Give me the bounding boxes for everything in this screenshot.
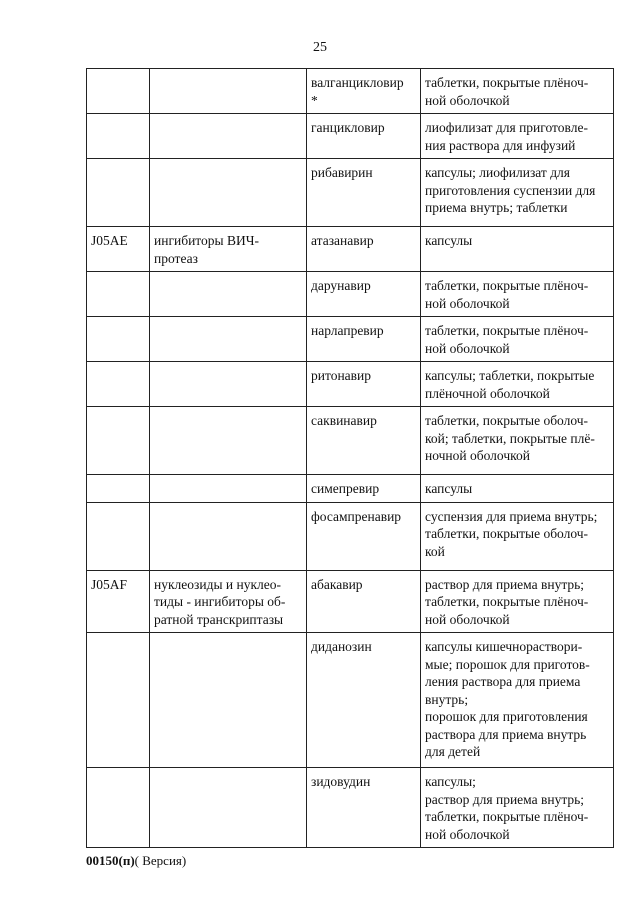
- footer-code: 00150(п): [86, 853, 135, 868]
- page-number: 25: [313, 40, 327, 55]
- atc-code-cell: [87, 768, 150, 848]
- group-name-cell: [150, 159, 307, 227]
- table-row: [87, 114, 614, 159]
- drug-name-cell: атазанавир: [307, 227, 421, 272]
- atc-code-cell: J05AE: [87, 227, 150, 272]
- table-row: [87, 227, 614, 272]
- drug-name-cell: ганцикловир: [307, 114, 421, 159]
- atc-code-cell: [87, 159, 150, 227]
- dosage-form-cell: капсулы; раствор для приема внутрь; таблетки, покрытые плёноч- ной оболочкой: [421, 768, 614, 848]
- drug-name-cell: симепревир: [307, 475, 421, 503]
- group-name-cell: [150, 69, 307, 114]
- atc-code-cell: J05AF: [87, 570, 150, 633]
- table-body: [87, 69, 614, 848]
- atc-code-cell: [87, 475, 150, 503]
- atc-code-cell: [87, 69, 150, 114]
- group-name-cell: нуклеозиды и нуклео- тиды - ингибиторы об- ратной транскриптазы: [150, 570, 307, 633]
- group-name-cell: ингибиторы ВИЧ- протеаз: [150, 227, 307, 272]
- group-name-cell: [150, 475, 307, 503]
- atc-code-cell: [87, 272, 150, 317]
- atc-code-cell: [87, 407, 150, 475]
- group-name-cell: [150, 317, 307, 362]
- table-row: [87, 272, 614, 317]
- group-name-cell: [150, 272, 307, 317]
- table-row: [87, 317, 614, 362]
- drug-name-cell: абакавир: [307, 570, 421, 633]
- drug-name-cell: рибавирин: [307, 159, 421, 227]
- table-row: [87, 159, 614, 227]
- drug-name-cell: саквинавир: [307, 407, 421, 475]
- atc-code-cell: [87, 317, 150, 362]
- dosage-form-cell: таблетки, покрытые плёноч- ной оболочкой: [421, 69, 614, 114]
- table-row: [87, 69, 614, 114]
- dosage-form-cell: таблетки, покрытые оболоч- кой; таблетки, покрытые плё- ночной оболочкой: [421, 407, 614, 475]
- drug-name-cell: зидовудин: [307, 768, 421, 848]
- dosage-form-cell: суспензия для приема внутрь; таблетки, покрытые оболоч- кой: [421, 502, 614, 570]
- group-name-cell: [150, 114, 307, 159]
- table-row: [87, 570, 614, 633]
- atc-code-cell: [87, 633, 150, 768]
- atc-code-cell: [87, 114, 150, 159]
- table-row: [87, 475, 614, 503]
- dosage-form-cell: капсулы: [421, 227, 614, 272]
- footer-label: ( Версия): [134, 853, 187, 868]
- atc-code-cell: [87, 362, 150, 407]
- atc-code-cell: [87, 502, 150, 570]
- dosage-form-cell: капсулы кишечнораствори- мые; порошок для приготов- ления раствора для приема внутрь; порошок для приготовления раствора для приема внутрь для детей: [421, 633, 614, 768]
- drug-table: [86, 68, 614, 848]
- dosage-form-cell: капсулы: [421, 475, 614, 503]
- drug-name-cell: дарунавир: [307, 272, 421, 317]
- drug-name-cell: фосампренавир: [307, 502, 421, 570]
- group-name-cell: [150, 362, 307, 407]
- dosage-form-cell: лиофилизат для приготовле- ния раствора для инфузий: [421, 114, 614, 159]
- drug-name-cell: нарлапревир: [307, 317, 421, 362]
- dosage-form-cell: таблетки, покрытые плёноч- ной оболочкой: [421, 272, 614, 317]
- footer: [86, 853, 186, 869]
- group-name-cell: [150, 768, 307, 848]
- dosage-form-cell: таблетки, покрытые плёноч- ной оболочкой: [421, 317, 614, 362]
- group-name-cell: [150, 633, 307, 768]
- dosage-form-cell: капсулы; таблетки, покрытые плёночной оболочкой: [421, 362, 614, 407]
- table-row: [87, 502, 614, 570]
- dosage-form-cell: раствор для приема внутрь; таблетки, покрытые плёноч- ной оболочкой: [421, 570, 614, 633]
- drug-name-cell: валганцикловир *: [307, 69, 421, 114]
- table-row: [87, 407, 614, 475]
- table-row: [87, 768, 614, 848]
- group-name-cell: [150, 502, 307, 570]
- dosage-form-cell: капсулы; лиофилизат для приготовления суспензии для приема внутрь; таблетки: [421, 159, 614, 227]
- drug-name-cell: диданозин: [307, 633, 421, 768]
- group-name-cell: [150, 407, 307, 475]
- drug-name-cell: ритонавир: [307, 362, 421, 407]
- table-row: [87, 362, 614, 407]
- table-row: [87, 633, 614, 768]
